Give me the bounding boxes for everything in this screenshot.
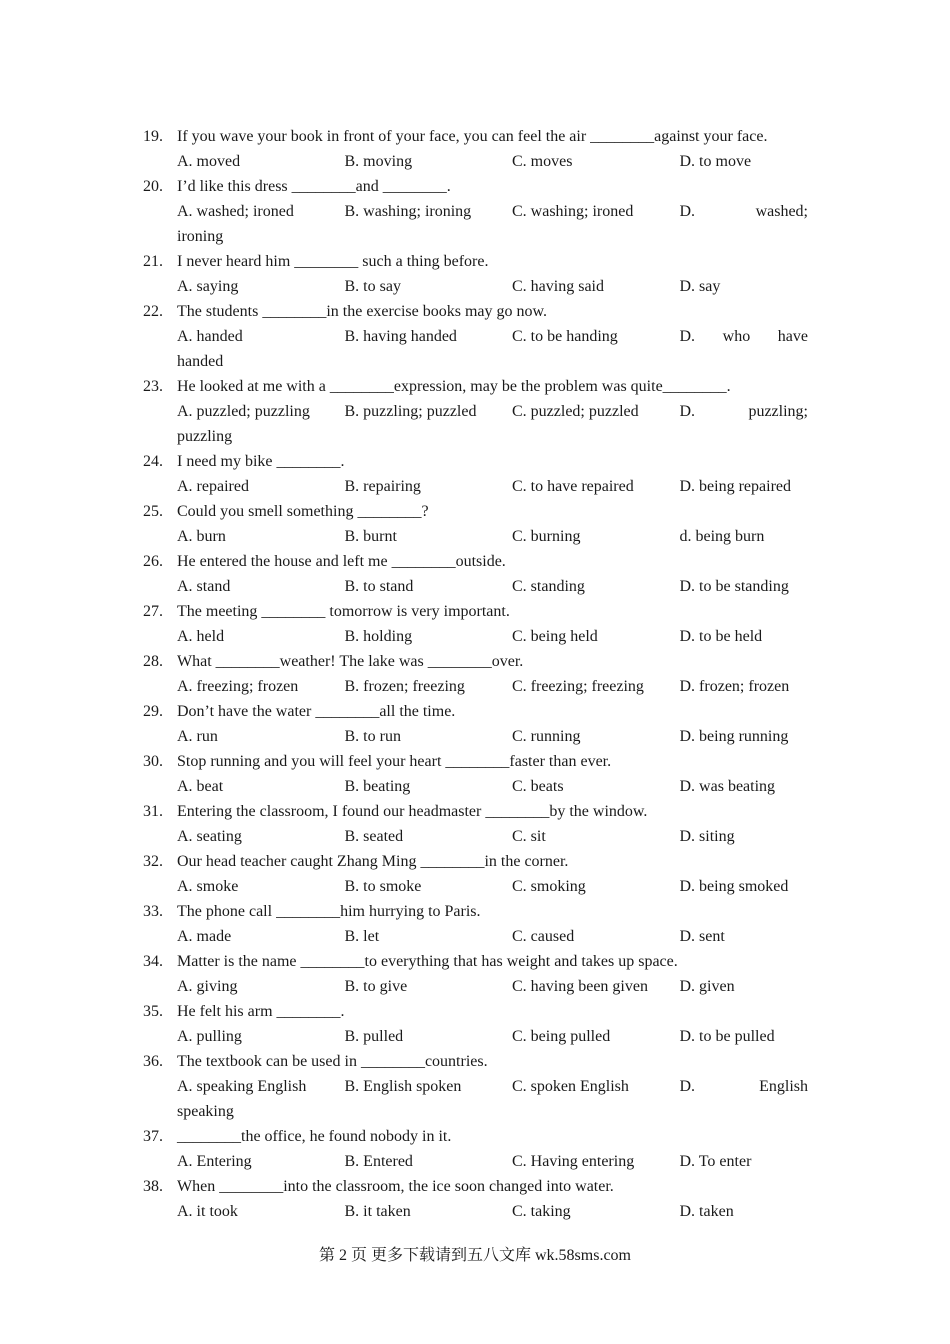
question-number: 19.: [143, 128, 163, 145]
option-row: [177, 1199, 808, 1224]
option-row: [177, 324, 808, 374]
answer-option: D. say: [679, 278, 721, 295]
answer-option: A. smoke: [177, 878, 239, 895]
option-row: [177, 974, 808, 999]
option-line: [177, 399, 808, 424]
answer-option: C. smoking: [512, 878, 586, 895]
option-row: [177, 1149, 808, 1174]
option-continuation: ironing: [177, 228, 224, 245]
answer-option: D. was beating: [679, 778, 776, 795]
question-stem: [143, 799, 808, 824]
question-text: Our head teacher caught Zhang Ming ________in the corner.: [177, 853, 569, 870]
question-number: 34.: [143, 953, 163, 970]
answer-option: A. Entering: [177, 1153, 252, 1170]
page-footer: 第 2 页 更多下载请到五八文库 wk.58sms.com: [318, 1247, 631, 1264]
answer-option: A. held: [177, 628, 225, 645]
answer-option: A. stand: [177, 578, 231, 595]
answer-option: C. moves: [512, 153, 573, 170]
question-item: [143, 949, 808, 999]
answer-option: A. burn: [177, 528, 226, 545]
answer-option: A. beat: [177, 778, 224, 795]
question-number: 21.: [143, 253, 163, 270]
question-text: ________the office, he found nobody in it.: [177, 1128, 452, 1145]
question-number: 30.: [143, 753, 163, 770]
answer-option: C. having been given: [512, 978, 648, 995]
answer-option: d. being burn: [679, 528, 765, 545]
question-stem: [143, 849, 808, 874]
question-number: 24.: [143, 453, 163, 470]
question-item: [143, 174, 808, 249]
answer-option: C. Having entering: [512, 1153, 635, 1170]
question-number: 22.: [143, 303, 163, 320]
question-stem: [143, 899, 808, 924]
option-word: D.: [679, 403, 696, 420]
answer-option: A. moved: [177, 153, 241, 170]
answer-option: B. to give: [344, 978, 408, 995]
answer-option: A. giving: [177, 978, 238, 995]
question-number: 35.: [143, 1003, 163, 1020]
question-item: [143, 499, 808, 549]
question-text: He looked at me with a ________expression, may be the problem was quite________.: [177, 378, 731, 395]
option-line: [177, 324, 808, 349]
answer-option: C. to have repaired: [512, 478, 634, 495]
question-text: Don’t have the water ________all the time.: [177, 703, 456, 720]
answer-option: A. puzzled; puzzling: [177, 403, 310, 420]
option-row: [177, 874, 808, 899]
answer-option: C. being held: [512, 628, 598, 645]
question-text: If you wave your book in front of your face, you can feel the air ________against your face.: [177, 128, 768, 145]
answer-option: B. it taken: [344, 1203, 411, 1220]
option-row: [177, 774, 808, 799]
question-text: Entering the classroom, I found our headmaster ________by the window.: [177, 803, 648, 820]
answer-option: B. to say: [344, 278, 401, 295]
answer-option-d: [680, 399, 809, 424]
option-row: [177, 524, 808, 549]
option-row: [177, 924, 808, 949]
answer-option: D. To enter: [679, 1153, 752, 1170]
option-row: [177, 674, 808, 699]
answer-option: D. to be held: [679, 628, 763, 645]
question-item: [143, 249, 808, 299]
question-stem: [143, 999, 808, 1024]
question-stem: [143, 599, 808, 624]
answer-option: D. to move: [679, 153, 752, 170]
answer-option: B. Entered: [344, 1153, 413, 1170]
question-text: The textbook can be used in ________countries.: [177, 1053, 488, 1070]
question-text: Stop running and you will feel your heart ________faster than ever.: [177, 753, 612, 770]
answer-option: B. burnt: [344, 528, 397, 545]
answer-option: C. running: [512, 728, 581, 745]
answer-option: C. caused: [512, 928, 575, 945]
answer-option: D. taken: [679, 1203, 734, 1220]
question-number: 23.: [143, 378, 163, 395]
question-item: [143, 549, 808, 599]
answer-option: A. washed; ironed: [177, 203, 294, 220]
answer-option: D. being repaired: [679, 478, 792, 495]
answer-option: C. taking: [512, 1203, 571, 1220]
question-stem: [143, 949, 808, 974]
question-text: He entered the house and left me ________outside.: [177, 553, 506, 570]
question-text: When ________into the classroom, the ice soon changed into water.: [177, 1178, 614, 1195]
answer-option-d: [680, 1074, 809, 1099]
question-number: 33.: [143, 903, 163, 920]
answer-option: A. repaired: [177, 478, 249, 495]
question-number: 20.: [143, 178, 163, 195]
question-stem: [143, 1174, 808, 1199]
question-number: 37.: [143, 1128, 163, 1145]
question-stem: [143, 549, 808, 574]
answer-option: A. saying: [177, 278, 239, 295]
answer-option: B. to stand: [344, 578, 414, 595]
question-stem: [143, 174, 808, 199]
question-item: [143, 1174, 808, 1224]
question-text: I’d like this dress ________and ________.: [177, 178, 451, 195]
answer-option: C. to be handing: [512, 328, 618, 345]
answer-option-d: [680, 199, 809, 224]
answer-option: A. freezing; frozen: [177, 678, 299, 695]
option-row: [177, 574, 808, 599]
option-row: [177, 1074, 808, 1124]
question-item: [143, 649, 808, 699]
question-item: [143, 899, 808, 949]
option-row: [177, 474, 808, 499]
question-item: [143, 299, 808, 374]
option-word: have: [777, 328, 808, 345]
question-item: [143, 1049, 808, 1124]
answer-option-d: [680, 324, 809, 349]
question-text: The meeting ________ tomorrow is very important.: [177, 603, 510, 620]
option-word: puzzling;: [748, 403, 808, 420]
answer-option: B. washing; ironing: [344, 203, 472, 220]
answer-option: B. English spoken: [344, 1078, 462, 1095]
answer-option: C. freezing; freezing: [512, 678, 644, 695]
question-number: 27.: [143, 603, 163, 620]
answer-option: D. given: [679, 978, 735, 995]
answer-option: B. seated: [344, 828, 404, 845]
question-stem: [143, 1124, 808, 1149]
question-number: 31.: [143, 803, 163, 820]
question-list: [143, 124, 808, 1224]
question-number: 28.: [143, 653, 163, 670]
answer-option: B. pulled: [344, 1028, 404, 1045]
question-stem: [143, 499, 808, 524]
answer-option: D. siting: [679, 828, 735, 845]
answer-option: C. burning: [512, 528, 581, 545]
question-item: [143, 374, 808, 449]
answer-option: B. let: [344, 928, 380, 945]
answer-option: B. having handed: [344, 328, 457, 345]
option-continuation: puzzling: [177, 428, 233, 445]
option-continuation: handed: [177, 353, 224, 370]
option-word: D.: [679, 328, 696, 345]
question-stem: [143, 124, 808, 149]
answer-option: A. seating: [177, 828, 242, 845]
answer-option: A. run: [177, 728, 218, 745]
answer-option: D. being smoked: [679, 878, 789, 895]
question-stem: [143, 299, 808, 324]
question-stem: [143, 374, 808, 399]
question-text: What ________weather! The lake was ________over.: [177, 653, 524, 670]
question-text: Matter is the name ________to everything that has weight and takes up space.: [177, 953, 678, 970]
question-item: [143, 799, 808, 849]
option-row: [177, 274, 808, 299]
option-word: D.: [679, 1078, 696, 1095]
question-stem: [143, 749, 808, 774]
question-item: [143, 699, 808, 749]
question-item: [143, 849, 808, 899]
answer-option: C. being pulled: [512, 1028, 611, 1045]
option-row: [177, 724, 808, 749]
option-row: [177, 399, 808, 449]
option-row: [177, 824, 808, 849]
question-number: 32.: [143, 853, 163, 870]
question-item: [143, 449, 808, 499]
answer-option: B. moving: [344, 153, 413, 170]
answer-option: B. puzzling; puzzled: [344, 403, 477, 420]
option-row: [177, 149, 808, 174]
answer-option: C. sit: [512, 828, 546, 845]
answer-option: B. repairing: [344, 478, 421, 495]
option-word: English: [759, 1078, 808, 1095]
answer-option: C. having said: [512, 278, 604, 295]
question-text: The students ________in the exercise books may go now.: [177, 303, 548, 320]
answer-option: A. it took: [177, 1203, 238, 1220]
option-continuation: speaking: [177, 1103, 234, 1120]
question-text: He felt his arm ________.: [177, 1003, 345, 1020]
option-line: [177, 1074, 808, 1099]
question-text: I need my bike ________.: [177, 453, 345, 470]
question-number: 29.: [143, 703, 163, 720]
answer-option: A. pulling: [177, 1028, 242, 1045]
option-word: washed;: [755, 203, 808, 220]
answer-option: D. frozen; frozen: [679, 678, 790, 695]
question-item: [143, 599, 808, 649]
answer-option: A. speaking English: [177, 1078, 307, 1095]
option-row: [177, 624, 808, 649]
answer-option: B. beating: [344, 778, 411, 795]
option-word: who: [722, 328, 751, 345]
answer-option: A. made: [177, 928, 232, 945]
question-text: The phone call ________him hurrying to Paris.: [177, 903, 481, 920]
answer-option: B. holding: [344, 628, 413, 645]
question-stem: [143, 649, 808, 674]
answer-option: B. to run: [344, 728, 401, 745]
question-item: [143, 1124, 808, 1174]
answer-option: A. handed: [177, 328, 243, 345]
answer-option: C. spoken English: [512, 1078, 629, 1095]
question-item: [143, 124, 808, 174]
question-text: I never heard him ________ such a thing before.: [177, 253, 489, 270]
question-number: 38.: [143, 1178, 163, 1195]
option-word: D.: [679, 203, 696, 220]
question-number: 36.: [143, 1053, 163, 1070]
answer-option: D. sent: [679, 928, 725, 945]
answer-option: D. to be pulled: [679, 1028, 775, 1045]
answer-option: D. being running: [679, 728, 789, 745]
question-number: 25.: [143, 503, 163, 520]
question-number: 26.: [143, 553, 163, 570]
question-stem: [143, 249, 808, 274]
answer-option: C. washing; ironed: [512, 203, 634, 220]
answer-option: C. standing: [512, 578, 585, 595]
answer-option: B. to smoke: [344, 878, 422, 895]
answer-option: D. to be standing: [679, 578, 789, 595]
option-line: [177, 199, 808, 224]
question-stem: [143, 1049, 808, 1074]
answer-option: C. puzzled; puzzled: [512, 403, 639, 420]
question-stem: [143, 449, 808, 474]
question-item: [143, 999, 808, 1049]
option-row: [177, 199, 808, 249]
question-stem: [143, 699, 808, 724]
question-text: Could you smell something ________?: [177, 503, 429, 520]
answer-option: C. beats: [512, 778, 564, 795]
answer-option: B. frozen; freezing: [344, 678, 465, 695]
question-item: [143, 749, 808, 799]
option-row: [177, 1024, 808, 1049]
